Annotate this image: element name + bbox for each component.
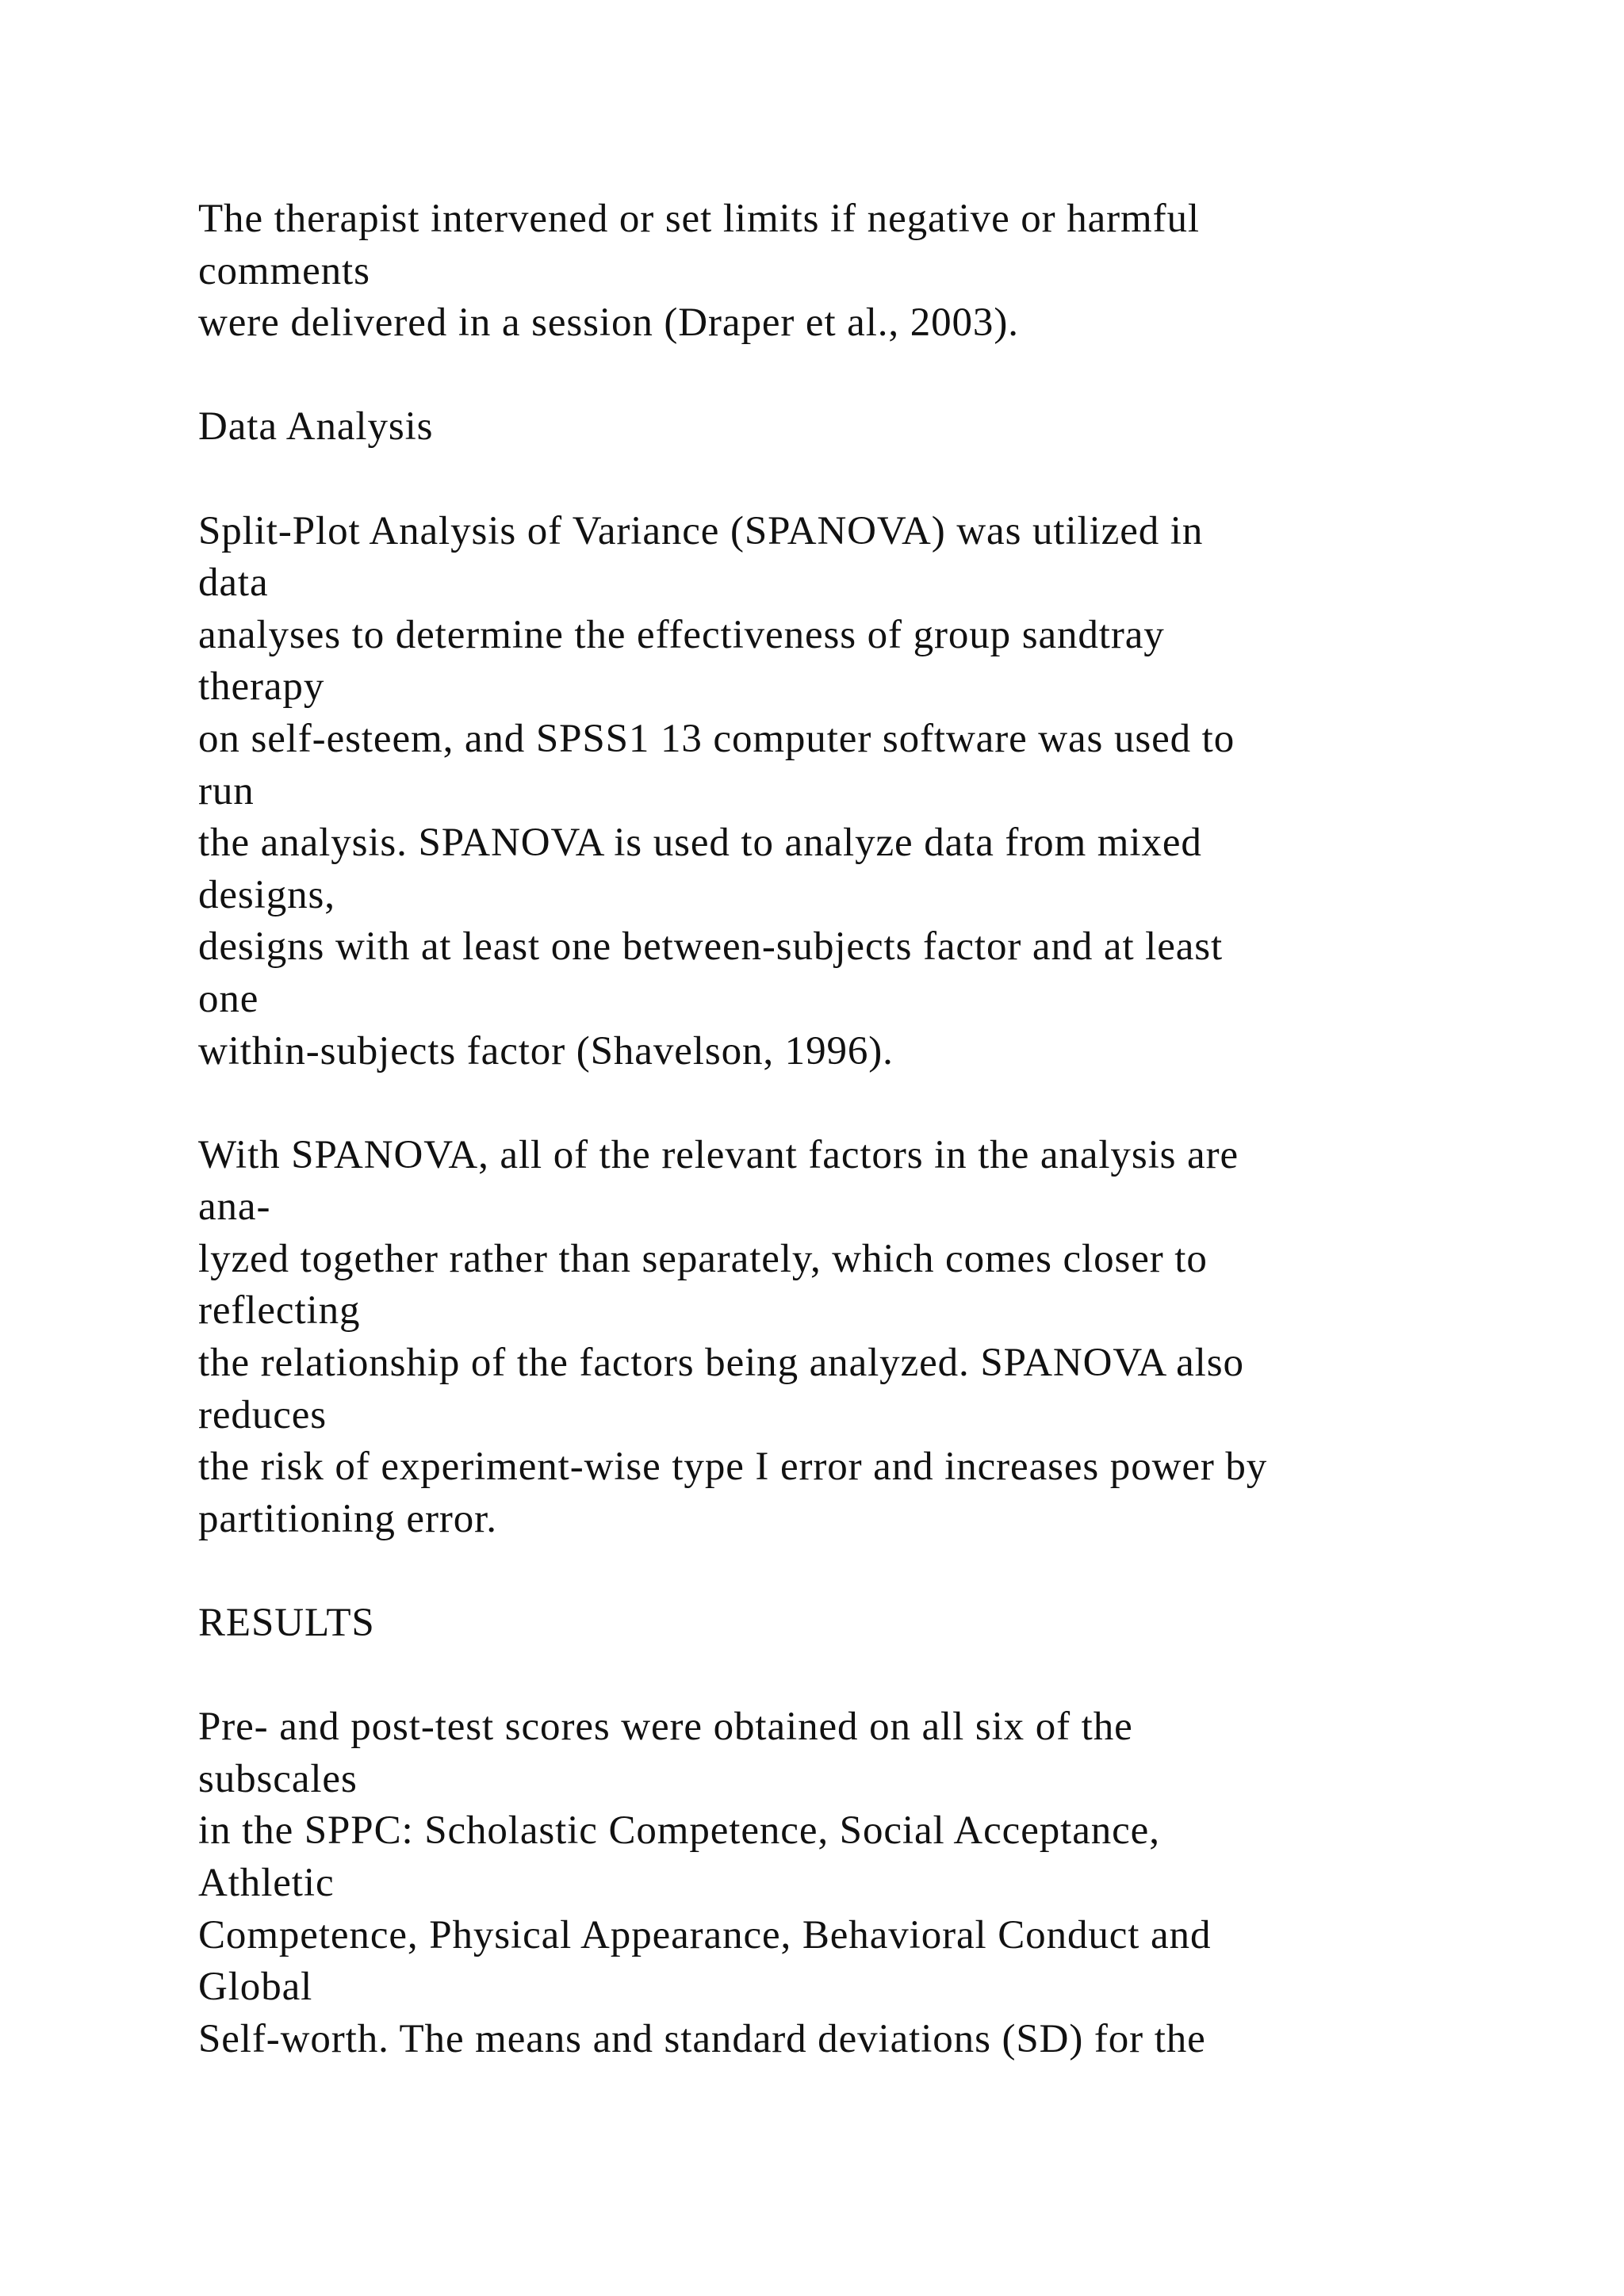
text-line: subscales — [198, 1756, 358, 1801]
text-line: the relationship of the factors being analyzed. SPANOVA also — [198, 1341, 1244, 1386]
text-line: reduces — [198, 1392, 327, 1437]
text-line: analyses to determine the effectiveness of group sandtray — [198, 612, 1165, 657]
text-line: therapy — [198, 664, 325, 710]
text-line: on self-esteem, and SPSS1 13 computer software was used to — [198, 716, 1235, 761]
text-line: the risk of experiment-wise type I error and increases power by — [198, 1445, 1268, 1490]
text-line: lyzed together rather than separately, which comes closer to — [198, 1236, 1208, 1281]
text-line: Split-Plot Analysis of Variance (SPANOVA) was utilized in — [198, 508, 1204, 553]
text-line: Competence, Physical Appearance, Behavioral Conduct and — [198, 1912, 1212, 1957]
text-line: run — [198, 768, 255, 813]
paragraph — [198, 1701, 1546, 2065]
paragraph-gap — [198, 350, 1546, 402]
text-line: Self-worth. The means and standard deviations (SD) for the — [198, 2016, 1206, 2061]
paragraph-gap — [198, 1077, 1546, 1130]
section-heading — [198, 401, 1546, 453]
text-line: data — [198, 561, 269, 606]
text-line: in the SPPC: Scholastic Competence, Social Acceptance, — [198, 1808, 1160, 1854]
text-line: The therapist intervened or set limits if negative or harmful — [198, 197, 1200, 241]
text-line: comments — [198, 248, 370, 293]
paragraph-gap — [198, 1650, 1546, 1702]
text-line: reflecting — [198, 1288, 361, 1334]
text-line: designs, — [198, 872, 335, 917]
text-line: Pre- and post-test scores were obtained on all six of the — [198, 1705, 1133, 1750]
text-line: RESULTS — [198, 1601, 375, 1646]
text-line: partitioning error. — [198, 1496, 497, 1541]
text-line: With SPANOVA, all of the relevant factors in the analysis are — [198, 1132, 1239, 1177]
text-line: Data Analysis — [198, 404, 434, 450]
paragraph-gap — [198, 453, 1546, 506]
text-line: the analysis. SPANOVA is used to analyze data from mixed — [198, 821, 1202, 866]
text-line: Athletic — [198, 1861, 335, 1905]
text-line: one — [198, 976, 259, 1021]
paragraph — [198, 193, 1546, 350]
text-line: designs with at least one between-subjects factor and at least — [198, 924, 1224, 970]
text-line: ana- — [198, 1184, 271, 1230]
paragraph — [198, 506, 1546, 1078]
text-line: within-subjects factor (Shavelson, 1996). — [198, 1028, 894, 1073]
paragraph — [198, 1130, 1546, 1546]
paragraph-gap — [198, 1545, 1546, 1598]
text-line: Global — [198, 1965, 313, 2010]
section-heading — [198, 1598, 1546, 1650]
text-line: were delivered in a session (Draper et al., 2003). — [198, 300, 1019, 346]
document-body — [198, 193, 1546, 2065]
